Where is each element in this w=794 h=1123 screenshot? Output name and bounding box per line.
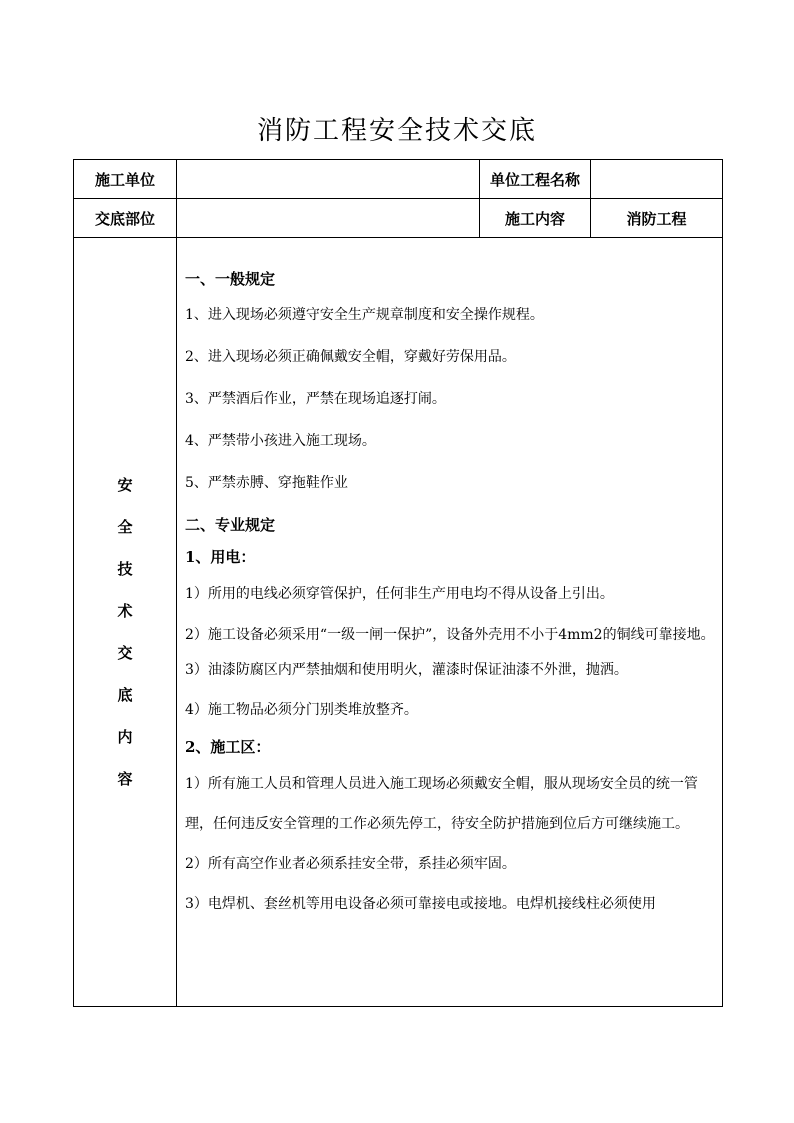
construction-unit-value [177, 160, 480, 199]
content-cell [177, 238, 723, 1007]
list-item: 1、进入现场必须遵守安全生产规章制度和安全操作规程。 [185, 307, 544, 323]
handover-part-value [177, 199, 480, 238]
list-item: 2）施工设备必须采用“一级一闸一保护”，设备外壳用不小于4mm2的铜线可靠接地。 [185, 627, 715, 643]
construction-unit-label: 施工单位 [74, 160, 177, 199]
list-item: 4、严禁带小孩进入施工现场。 [185, 433, 376, 449]
construction-content-value: 消防工程 [591, 199, 723, 238]
side-label-char: 容 [117, 770, 133, 788]
side-label-char: 安 [117, 476, 133, 494]
list-item: 2、进入现场必须正确佩戴安全帽，穿戴好劳保用品。 [185, 349, 516, 365]
project-name-label: 单位工程名称 [480, 160, 591, 199]
side-label-char: 内 [117, 728, 133, 746]
section-professional-title: 二、专业规定 [185, 516, 276, 534]
list-item: 1）所有施工人员和管理人员进入施工现场必须戴安全帽，服从现场安全员的统一管理，任何违反安全管理的工作必须先停工，待安全防护措施到位后方可继续施工。 [185, 776, 698, 832]
list-item: 5、严禁赤膊、穿拖鞋作业 [185, 475, 348, 491]
handover-part-label: 交底部位 [74, 199, 177, 238]
side-label-cell [74, 238, 177, 1007]
subsection-site-title: 2、施工区： [185, 738, 271, 756]
list-item: 3）油漆防腐区内严禁抽烟和使用明火，灌漆时保证油漆不外泄，抛洒。 [185, 662, 628, 678]
list-item: 4）施工物品必须分门别类堆放整齐。 [185, 702, 418, 718]
list-item: 3）电焊机、套丝机等用电设备必须可靠接电或接地。电焊机接线柱必须使用 [185, 896, 656, 912]
project-name-value [591, 160, 723, 199]
side-label-char: 技 [117, 560, 133, 578]
subsection-electricity-title: 1、用电： [185, 548, 256, 566]
document-title: 消防工程安全技术交底 [256, 116, 537, 146]
list-item: 1）所用的电线必须穿管保护，任何非生产用电均不得从设备上引出。 [185, 586, 614, 602]
side-label-char: 术 [117, 602, 133, 620]
handover-table [73, 159, 723, 1007]
side-label-char: 底 [117, 686, 133, 704]
section-general-title: 一、一般规定 [185, 270, 276, 288]
list-item: 2）所有高空作业者必须系挂安全带，系挂必须牢固。 [185, 856, 516, 872]
side-label [74, 464, 176, 800]
list-item: 3、严禁酒后作业，严禁在现场追逐打闹。 [185, 391, 446, 407]
construction-content-label: 施工内容 [480, 199, 591, 238]
side-label-char: 全 [117, 518, 133, 536]
side-label-char: 交 [117, 644, 133, 662]
